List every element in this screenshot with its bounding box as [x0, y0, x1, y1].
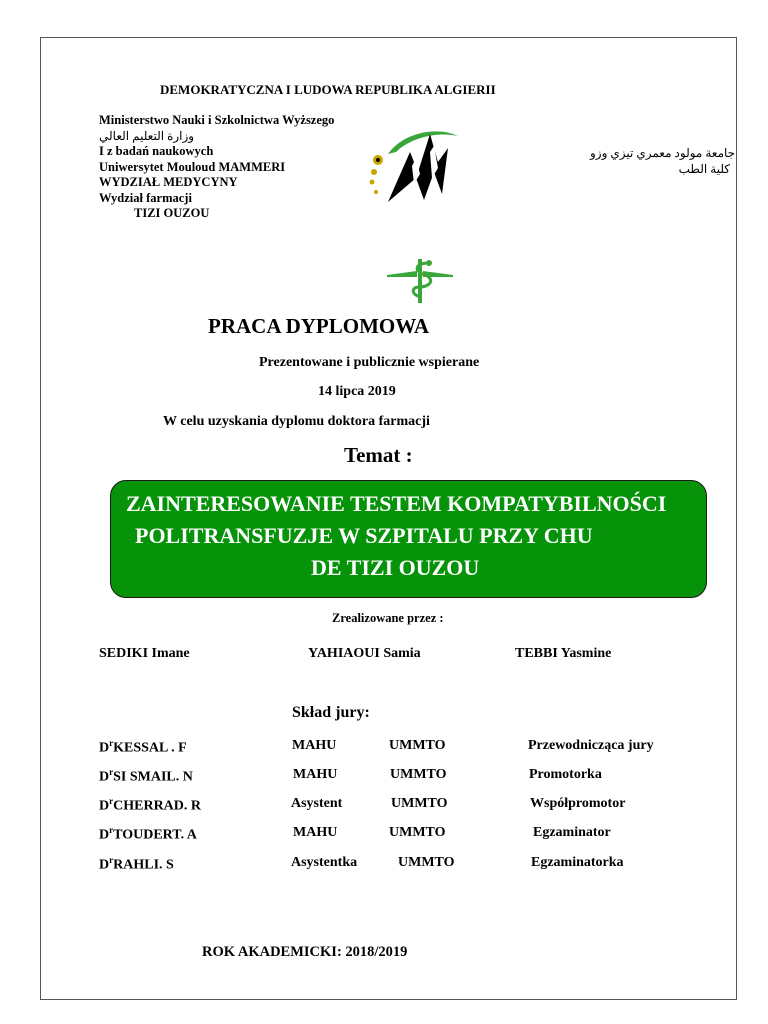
- author-name: YAHIAOUI Samia: [308, 646, 421, 661]
- country-name: DEMOKRATYCZNA I LUDOWA REPUBLIKA ALGIERII: [160, 82, 496, 97]
- jury-member-institution: UMMTO: [389, 738, 446, 753]
- jury-member-name: $D^rTOUDERT$. A: [99, 825, 197, 843]
- arabic-line-2: كلية الطب: [678, 162, 730, 176]
- jury-member-rank: MAHU: [292, 738, 337, 753]
- jury-member-institution: UMMTO: [390, 767, 447, 782]
- jury-member-name: $D^rRAHLI$. S: [99, 855, 174, 873]
- jury-member-institution: UMMTO: [398, 855, 455, 870]
- jury-member-role: Promotorka: [529, 767, 602, 782]
- jury-member-institution: UMMTO: [391, 796, 448, 811]
- topic-line-1: ZAINTERESOWANIE TESTEM KOMPATYBILNOŚCI: [126, 491, 667, 516]
- jury-member-name: $D^rKESSAL$ . F: [99, 738, 187, 756]
- author-name: TEBBI Yasmine: [515, 646, 612, 661]
- faculty-line: WYDZIAŁ MEDYCYNY: [99, 175, 238, 189]
- topic-line-2: POLITRANSFUZJE W SZPITALU PRZY CHU: [135, 523, 593, 548]
- research-line: I z badań naukowych: [99, 144, 214, 158]
- topic-line-3: DE TIZI OUZOU: [311, 555, 480, 580]
- jury-member-rank: Asystent: [291, 796, 343, 811]
- jury-member-role: Współpromotor: [530, 796, 626, 811]
- jury-member-rank: MAHU: [293, 825, 338, 840]
- authors-label: Zrealizowane przez :: [332, 611, 444, 625]
- academic-year: ROK AKADEMICKI: 2018/2019: [202, 944, 408, 960]
- jury-title: Skład jury:: [292, 704, 370, 721]
- university-arabic-name: [590, 145, 736, 177]
- presentation-line: Prezentowane i publicznie wspierane: [259, 355, 480, 370]
- defense-date: 14 lipca 2019: [318, 384, 396, 399]
- topic-box: [110, 480, 707, 598]
- institution-block: [99, 113, 334, 222]
- jury-member-name: $D^rCHERRAD$. R: [99, 796, 202, 814]
- degree-purpose: W celu uzyskania dyplomu doktora farmacji: [163, 414, 430, 429]
- jury-member-rank: Asystentka: [291, 855, 358, 870]
- ministry-line: Ministerstwo Nauki i Szkolnictwa Wyższego: [99, 113, 335, 127]
- pharmacy-caduceus-logo: [385, 255, 455, 305]
- department-line: Wydział farmacji: [99, 190, 192, 205]
- arabic-line-1: جامعة مولود معمري تيزي وزو: [590, 146, 736, 160]
- jury-member-role: Egzaminator: [533, 825, 611, 840]
- jury-member-name: $D^rSI$ SMAIL. N: [99, 767, 193, 785]
- university-logo: [358, 122, 470, 208]
- city-line: TIZI OUZOU: [134, 206, 210, 220]
- jury-member-institution: UMMTO: [389, 825, 446, 840]
- jury-member-rank: MAHU: [293, 767, 338, 782]
- jury-member-role: Przewodnicząca jury: [528, 738, 654, 753]
- author-name: SEDIKI Imane: [99, 646, 190, 661]
- thesis-title: PRACA DYPLOMOWA: [208, 314, 430, 338]
- university-line: Uniwersytet Mouloud MAMMERI: [99, 159, 286, 174]
- topic-label: Temat :: [344, 443, 413, 467]
- jury-member-role: Egzaminatorka: [531, 855, 624, 870]
- ministry-arabic-line: وزارة التعليم العالي: [99, 128, 195, 143]
